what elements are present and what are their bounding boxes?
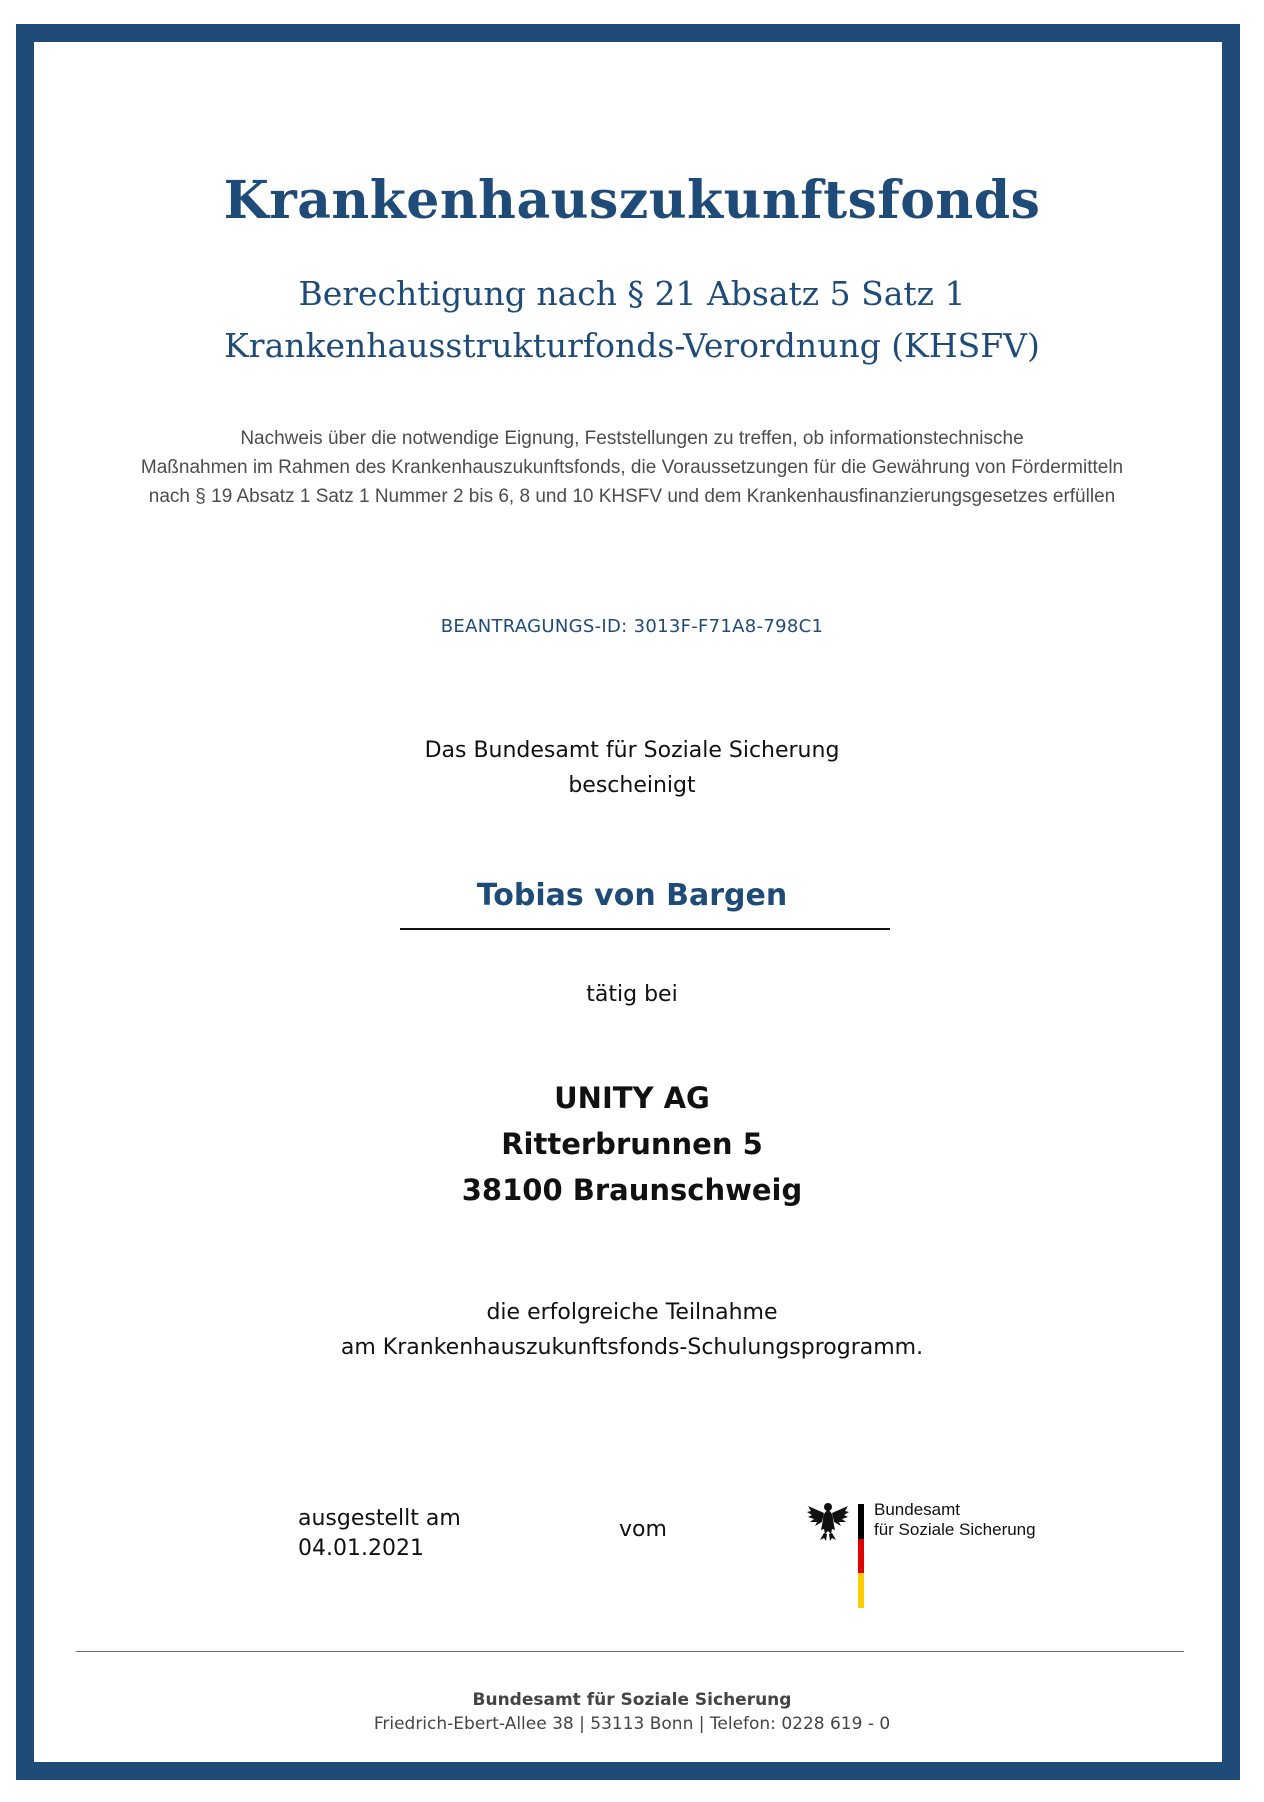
issued-block bbox=[298, 1504, 461, 1564]
bas-logo bbox=[806, 1500, 1036, 1610]
flag-gold bbox=[858, 1573, 864, 1608]
certificate-title: Krankenhauszukunftsfonds bbox=[223, 170, 1041, 231]
flag-black bbox=[858, 1504, 864, 1539]
logo-wordmark bbox=[874, 1500, 1036, 1540]
result-line-1: die erfolgreiche Teilnahme bbox=[486, 1300, 778, 1325]
footer-divider bbox=[76, 1651, 1184, 1652]
description-line-3: nach § 19 Absatz 1 Satz 1 Nummer 2 bis 6, 8 und 10 KHSFV und dem Krankenhausfinanzierungsgesetzes erfüllen bbox=[148, 486, 1116, 507]
subtitle-line-2: Krankenhausstrukturfonds-Verordnung (KHSFV) bbox=[224, 326, 1040, 365]
employed-at-label: tätig bei bbox=[586, 982, 678, 1007]
company-street: Ritterbrunnen 5 bbox=[501, 1127, 763, 1161]
description-line-2: Maßnahmen im Rahmen des Krankenhauszukunftsfonds, die Voraussetzungen für die Gewährung von Fördermitteln bbox=[140, 457, 1124, 478]
issued-date: 04.01.2021 bbox=[298, 1536, 424, 1561]
footer-organization: Bundesamt für Soziale Sicherung bbox=[472, 1690, 792, 1710]
name-underline bbox=[400, 928, 890, 930]
subtitle-line-1: Berechtigung nach § 21 Absatz 5 Satz 1 bbox=[298, 274, 966, 313]
certifier-line-1: Das Bundesamt für Soziale Sicherung bbox=[424, 738, 840, 763]
logo-line-2: für Soziale Sicherung bbox=[874, 1520, 1036, 1539]
result-statement bbox=[0, 1295, 1264, 1365]
federal-eagle-icon bbox=[806, 1500, 850, 1542]
issued-label: ausgestellt am bbox=[298, 1506, 461, 1531]
description-line-1: Nachweis über die notwendige Eignung, Feststellungen zu treffen, ob informationstechnische bbox=[240, 428, 1024, 449]
german-flag-bar bbox=[858, 1504, 864, 1608]
from-label: vom bbox=[619, 1517, 667, 1542]
person-name: Tobias von Bargen bbox=[476, 878, 788, 913]
certifier-statement bbox=[0, 733, 1264, 803]
logo-line-1: Bundesamt bbox=[874, 1500, 960, 1519]
certifier-line-2: bescheinigt bbox=[568, 773, 696, 798]
certificate-subtitle bbox=[0, 268, 1264, 372]
company-name: UNITY AG bbox=[554, 1081, 710, 1115]
application-id: BEANTRAGUNGS-ID: 3013F-F71A8-798C1 bbox=[440, 616, 824, 637]
flag-red bbox=[858, 1539, 864, 1574]
company-address bbox=[0, 1075, 1264, 1213]
certificate-description bbox=[80, 424, 1184, 511]
company-city: 38100 Braunschweig bbox=[461, 1173, 803, 1207]
footer-address: Friedrich-Ebert-Allee 38 | 53113 Bonn | Telefon: 0228 619 - 0 bbox=[373, 1714, 891, 1734]
result-line-2: am Krankenhauszukunftsfonds-Schulungsprogramm. bbox=[340, 1335, 924, 1360]
